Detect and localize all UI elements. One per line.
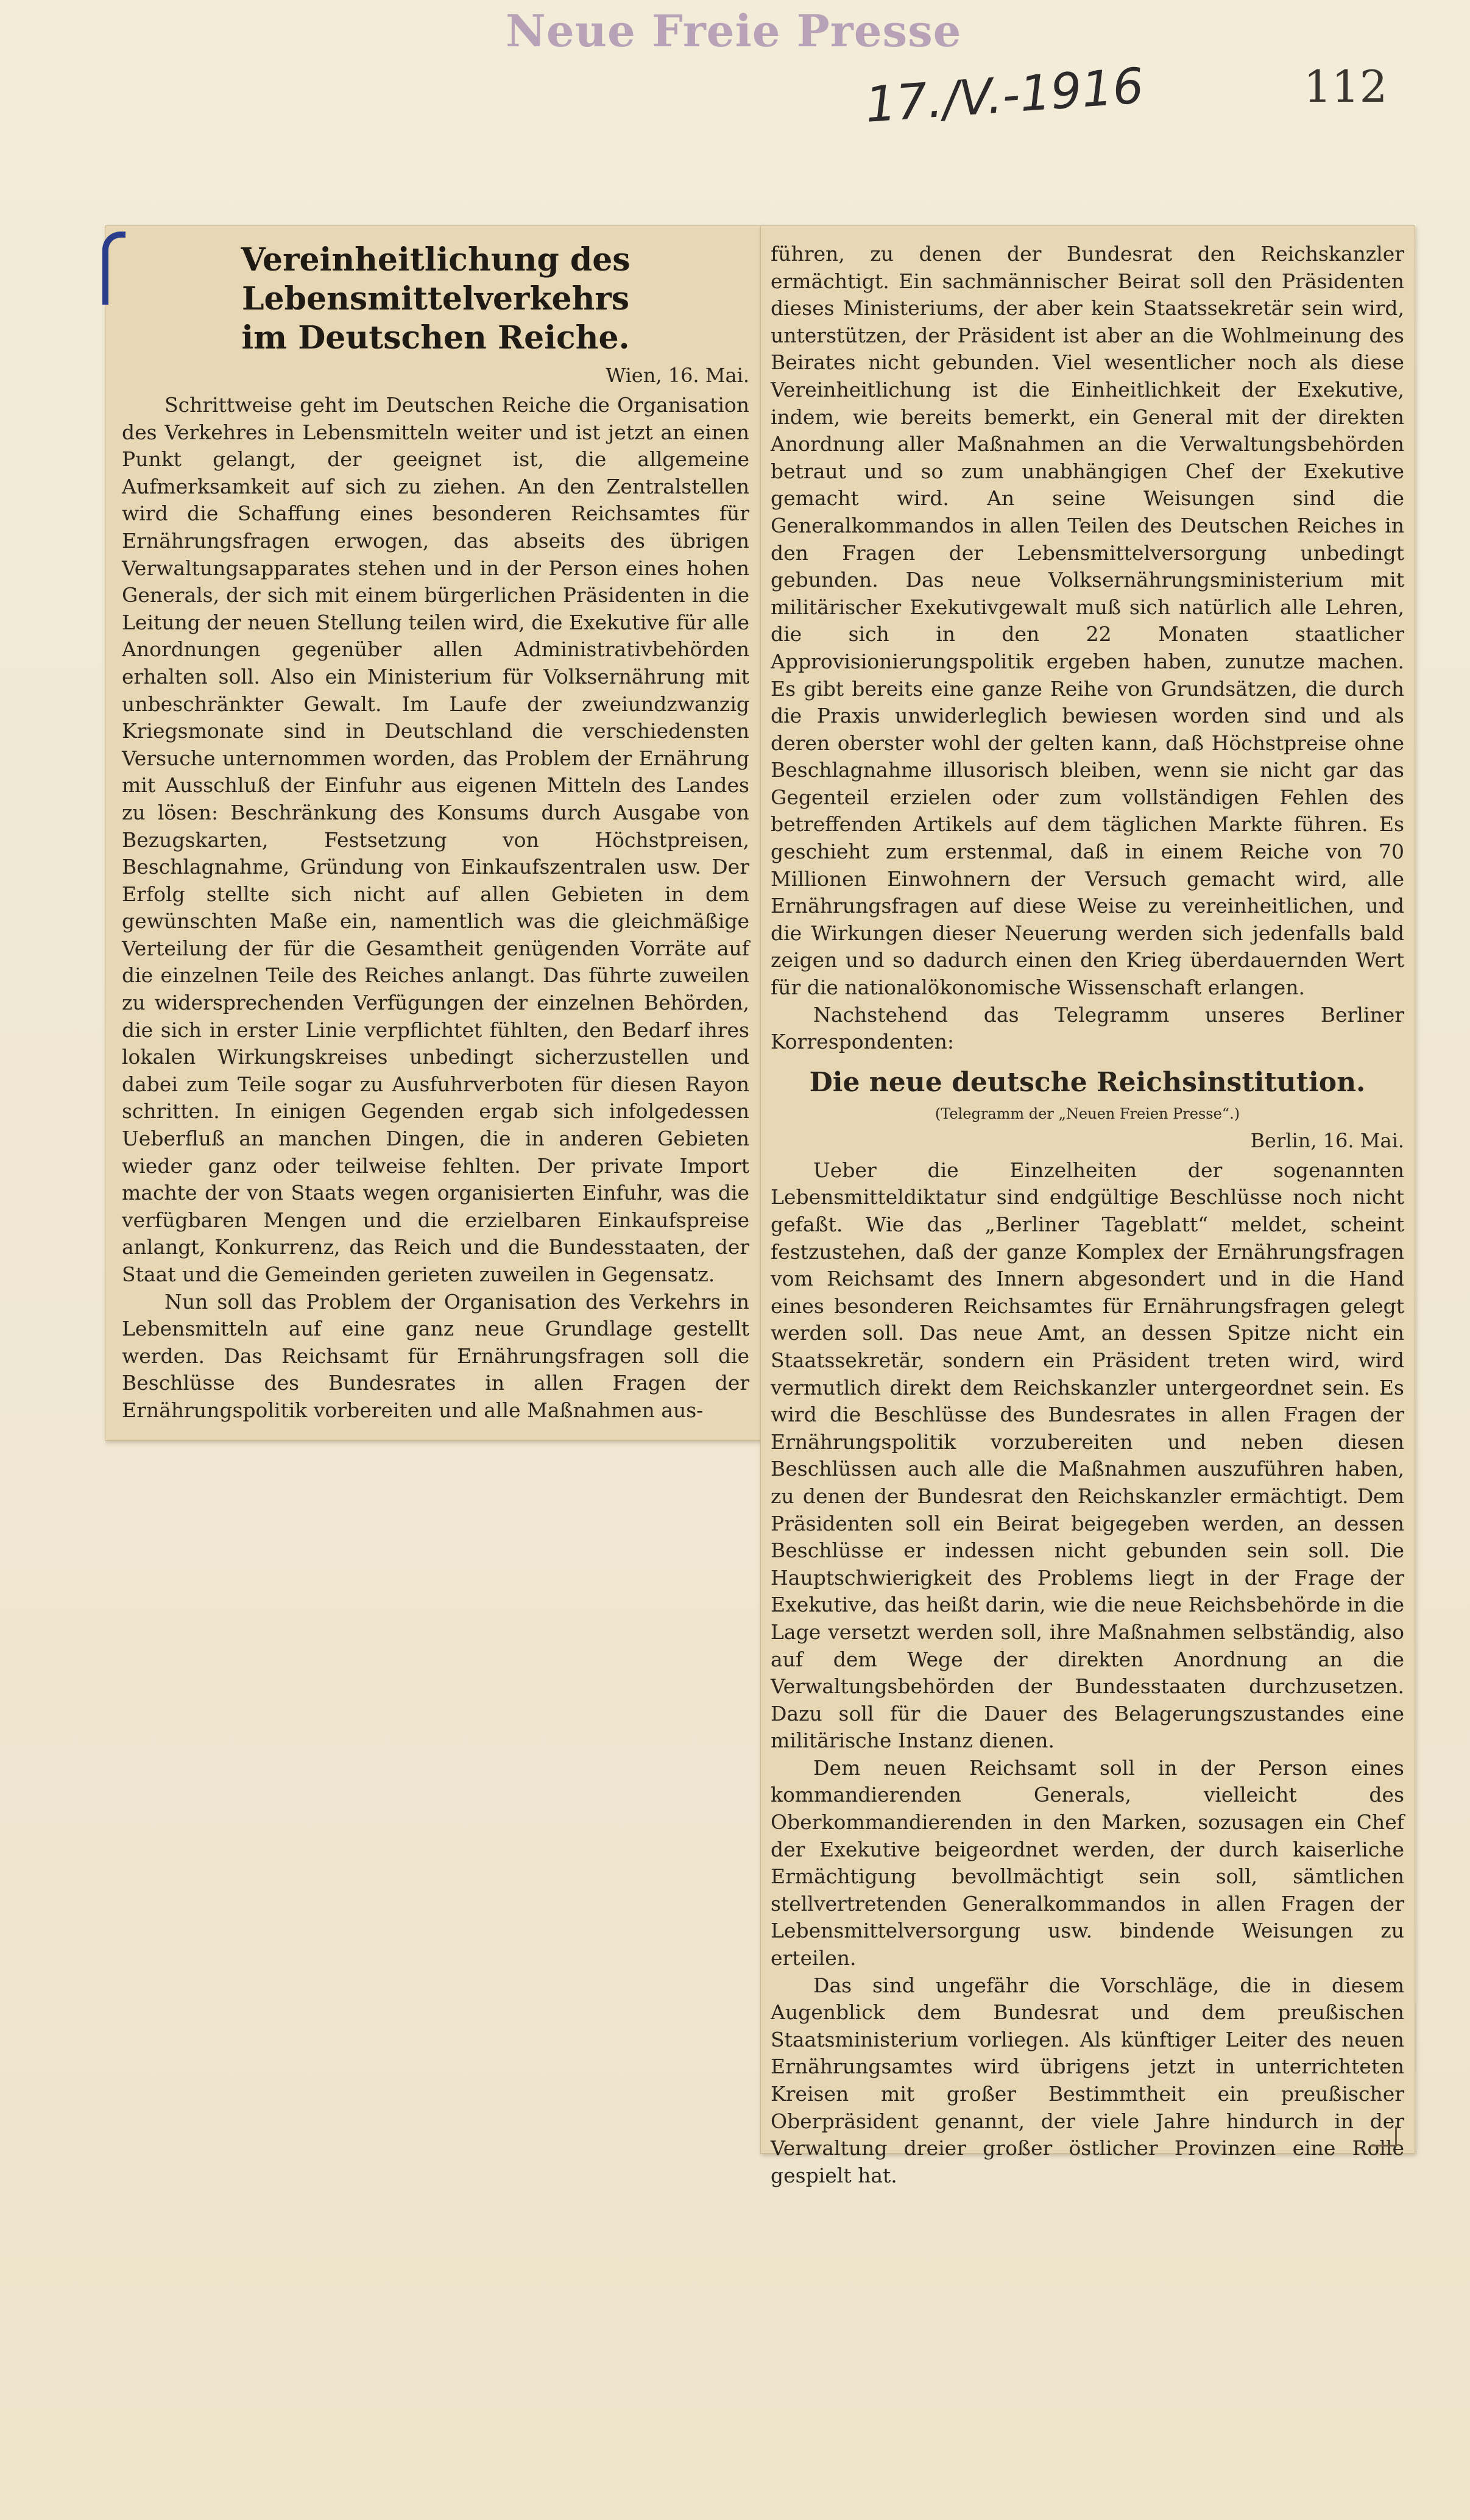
telegram-source-note: (Telegramm der „Neuen Freien Presse“.) bbox=[935, 1105, 1240, 1122]
article-headline bbox=[122, 241, 749, 358]
article-paragraph-continued: führen, zu denen der Bundesrat den Reichskanzler ermächtigt. Ein sachmännischer Beirat soll den Präsidenten dieses Ministeriums, der aber kein Staatssekretär sein wird, unterstützen, der Präsident ist aber an die Wohlmeinung des Beirates nicht gebunden. Viel wesentlicher noch als diese Vereinheitlichung ist die Einheitlichkeit der Exekutive, indem, wie bereits bemerkt, ein General mit der direkten Anordnung aller Maßnahmen an die Verwaltungsbehörden betraut und so zum unabhängigen Chef der Exekutive gemacht wird. An seine Weisungen sind die Generalkommandos in allen Teilen des Deutschen Reiches in den Fragen der Lebensmittelversorgung unbedingt gebunden. Das neue Volksernährungsministerium mit militärischer Exekutivgewalt muß sich natürlich alle Lehren, die sich in den 22 Monaten staatlicher Approvisionierungspolitik ergeben haben, zunutze machen. Es gibt bereits eine ganze Reihe von Grundsätzen, die durch die Praxis unwiderleglich bewiesen worden sind und als deren oberster wohl der gelten kann, daß Höchstpreise ohne Beschlagnahme illusorisch bleiben, wenn sie nicht gar das Gegenteil erzielen oder zum vollständigen Fehlen des betreffenden Artikels auf dem täglichen Markte führen. Es geschieht zum erstenmal, daß in einem Reiche von 70 Millionen Einwohnern der Versuch gemacht wird, alle Ernährungsfragen auf diese Weise zu vereinheitlichen, und die Wirkungen dieser Neuerung werden sich jedenfalls bald zeigen und so dadurch einen den Krieg überdauernden Wert für die nationalökonomische Wissenschaft erlangen. bbox=[771, 242, 1404, 1000]
article-paragraph: Nun soll das Problem der Organisation des Verkehrs in Lebensmitteln auf eine ganz neue Grundlage gestellt werden. Das Reichsamt für Ernährungsfragen soll die Beschlüsse des Bundesrates in allen Fragen der Ernährungspolitik vorbereiten und alle Maßnahmen aus- bbox=[122, 1289, 749, 1422]
telegram-dateline: Berlin, 16. Mai. bbox=[1250, 1128, 1404, 1152]
headline-line-1: Vereinheitlichung des Lebensmittelverkehrs bbox=[241, 241, 631, 317]
telegram-paragraph: Das sind ungefähr die Vorschläge, die in diesem Augenblick dem Bundesrat und dem preußischen Staatsministerium vorliegen. Als künftiger Leiter des neuen Ernährungsamtes wird übrigens jetzt in unterrichteten Kreisen mit großer Bestimmtheit ein preußischer Oberpräsident genannt, der viele Jahre hindurch in der Verwaltung dreier großer östlicher Provinzen eine Rolle gespielt hat. bbox=[771, 1973, 1404, 2187]
article-paragraph: Schrittweise geht im Deutschen Reiche die Organisation des Verkehres in Lebensmitteln weiter und ist jetzt an einen Punkt gelangt, der geeignet ist, die allgemeine Aufmerksamkeit auf sich zu ziehen. An den Zentralstellen wird die Schaffung eines besonderen Reichsamtes für Ernährungsfragen erwogen, das abseits des übrigen Verwaltungsapparates stehen und in der Person eines hohen Generals, der sich mit einem bürgerlichen Präsidenten in die Leitung der neuen Stellung teilen wird, die Exekutive für alle Anordnungen gegenüber allen Administrativbehörden erhalten soll. Also ein Ministerium für Volksernährung mit unbeschränkter Gewalt. Im Laufe der zweiundzwanzig Kriegsmonate sind in Deutschland die verschiedensten Versuche unternommen worden, das Problem der Ernährung mit Ausschluß der Einfuhr aus eigenen Mitteln des Landes zu lösen: Beschränkung des Konsums durch Ausgabe von Bezugskarten, Festsetzung von Höchstpreisen, Beschlagnahme, Gründung von Einkaufszentralen usw. Der Erfolg stellte sich nicht auf allen Gebieten in dem gewünschten Maße ein, namentlich was die gleichmäßige Verteilung der für die Gesamtheit genügenden Vorräte auf die einzelnen Teile des Reiches anlangt. Das führte zuweilen zu widersprechenden Verfügungen der einzelnen Behörden, die sich in erster Linie verpflichtet fühlten, den Bedarf ihres lokalen Wirkungskreises unbedingt sicherzustellen und dabei zum Teile sogar zu Ausfuhrverboten für diesen Rayon schritten. In einigen Gegenden ergab sich infolgedessen Ueberfluß an manchen Dingen, die in anderen Gebieten wieder ganz oder teilweise fehlten. Der private Import machte der von Staats wegen organisierten Einfuhr, was die verfügbaren Mengen und die erzielbaren Einkaufspreise anlangt, Konkurrenz, das Reich und die Bundesstaaten, der Staat und die Gemeinden gerieten zuweilen in Gegensatz. bbox=[122, 393, 749, 1286]
headline-line-2: im Deutschen Reiche. bbox=[241, 319, 630, 356]
page-number: 112 bbox=[1304, 61, 1388, 112]
telegram-paragraph: Ueber die Einzelheiten der sogenannten Lebensmitteldiktatur sind endgültige Beschlüsse noch nicht gefaßt. Wie das „Berliner Tageblatt“ meldet, scheint festzustehen, daß der ganze Komplex der Ernährungsfragen vom Reichsamt des Innern abgesondert und in die Hand eines besonderen Reichsamtes für Ernährungsfragen gelegt werden soll. Das neue Amt, an dessen Spitze nicht ein Staatssekretär, sondern ein Präsident treten wird, wird vermutlich direkt dem Reichskanzler untergeordnet sein. Es wird die Beschlüsse des Bundesrates in allen Fragen der Ernährungspolitik vorzubereiten und neben diesen Beschlüssen auch alle die Maßnahmen auszuführen haben, zu denen der Bundesrat den Reichskanzler ermächtigt. Dem Präsidenten soll ein Beirat beigegeben werden, an dessen Beschlüsse er indessen nicht gebunden sein soll. Die Hauptschwierigkeit des Problems liegt in der Frage der Exekutive, das heißt darin, wie die neue Reichsbehörde in die Lage versetzt werden soll, ihre Maßnahmen selbständig, also auf dem Wege der direkten Anordnung an die Verwaltungsbehörden der Bundesstaaten durchzusetzen. Dazu soll für die Dauer des Belagerungszustandes eine militärische Instanz dienen. bbox=[771, 1158, 1404, 1753]
newspaper-stamp: Neue Freie Presse bbox=[506, 5, 962, 57]
right-column bbox=[771, 241, 1404, 2189]
telegram-headline: Die neue deutsche Reichsinstitution. bbox=[809, 1066, 1366, 1098]
end-mark bbox=[1371, 2126, 1397, 2147]
telegram-paragraph: Dem neuen Reichsamt soll in der Person eines kommandierenden Generals, vielleicht des Oberkommandierenden in den Marken, sozusagen ein Chef der Exekutive beigeordnet werden, der durch kaiserliche Ermächtigung bevollmächtigt sein soll, sämtlichen stellvertretenden Generalkommandos in allen Fragen der Lebensmittelversorgung usw. bindende Weisungen zu erteilen. bbox=[771, 1755, 1404, 1970]
article-dateline: Wien, 16. Mai. bbox=[606, 364, 749, 387]
handwritten-date: 17./V.-1916 bbox=[863, 57, 1146, 133]
article-paragraph: Nachstehend das Telegramm unseres Berliner Korrespondenten: bbox=[771, 1002, 1404, 1054]
left-column bbox=[122, 241, 749, 1425]
